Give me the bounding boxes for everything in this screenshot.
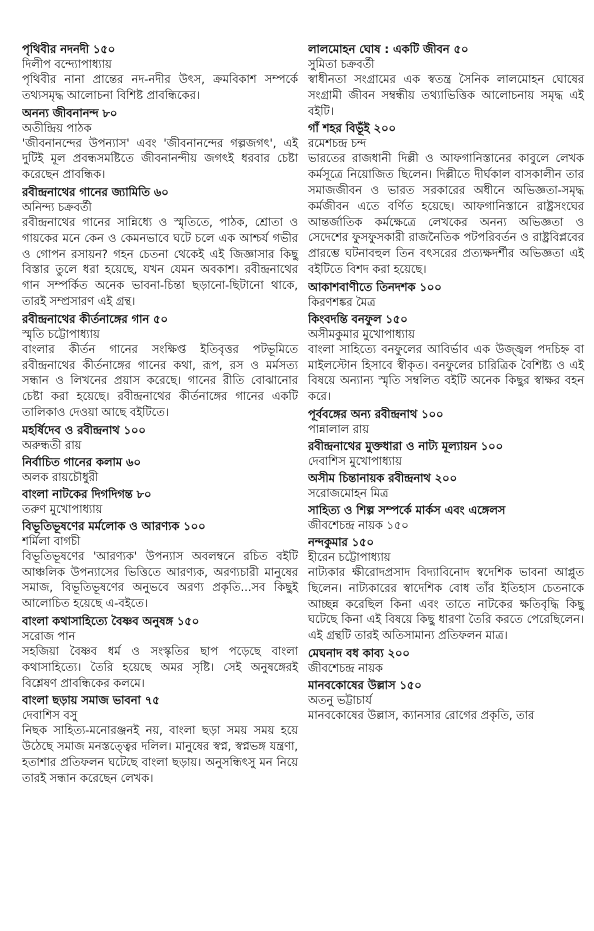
book-author: সরোজ পান [22, 628, 76, 643]
book-description: পৃথিবীর নানা প্রান্তের নদ-নদীর উৎস, ক্রমবিকাশ সম্পর্কে তথ্যসমৃদ্ধ আলোচনা বিশিষ্ট প্রাবন্ধিকের। [22, 72, 298, 102]
book-description: রবীন্দ্রনাথের গানের সান্নিধ্যে ও স্মৃতিতে, পাঠক, শ্রোতা ও গায়কের মনে কেন ও কেমনভাবে ঘটে চলে এক আশ্চর্য গভীর ও গোপন রসায়ন? গহন চেতনা থেকেই এই জিজ্ঞাসার কিছু বিস্তার তুলে ধরা হয়েছে, যখন যেমন অবকাশ। রবীন্দ্রনাথের গান সম্পর্কিত অনেক ভাবনা-চিন্তা ছড়ানো-ছিটানো থাকে, তারই সম্প্রসারণ এই গ্রন্থ। [22, 214, 298, 308]
book-author: অনিন্দ্য চক্রবর্তী [22, 199, 92, 214]
book-title: গাঁ শহর বিভূঁই ২০০ [308, 121, 396, 136]
book-description: 'জীবনানন্দের উপন্যাস' এবং 'জীবনানন্দের গল্পজগৎ', এই দুটিই মূল প্রবন্ধসমষ্টিতে জীবনানন্দীয় জগৎই ধরবার চেষ্টা করেছেন প্রাবন্ধিক। [22, 135, 298, 182]
book-title: পূর্ববঙ্গের অন্য রবীন্দ্রনাথ ১০০ [308, 406, 444, 421]
book-author: দিলীপ বন্দ্যোপাধ্যায় [22, 57, 112, 71]
book-entry [308, 678, 584, 724]
book-author: দেবাশিস বসু [22, 708, 78, 723]
book-title: রবীন্দ্রনাথের গানের জ্যামিতি ৬০ [22, 184, 169, 199]
book-author: অরুন্ধতী রায় [22, 437, 82, 452]
book-author: সুমিতা চক্রবর্তী [308, 57, 375, 71]
book-title: মেঘনাদ বধ কাব্য ২০০ [308, 645, 410, 660]
book-title: নির্বাচিত গানের কলাম ৬০ [22, 454, 141, 469]
book-description: মানবকোষের উল্লাস, ক্যানসার রোগের প্রকৃতি, তার [308, 707, 535, 722]
book-entry [22, 42, 298, 104]
book-entry [308, 471, 584, 501]
book-description: বাংলা সাহিত্যে বনফুলের আবির্ভাব এক উজ্জ্বল পদচিহ্ন বা মাইলস্টোন হিসাবে স্বীকৃত। বনফুলের চারিত্রিক বৈশিষ্ট্য ও এই বিষয়ে অন্যান্য স্মৃতি সম্বলিত বইটি অনেক কিছুর স্বাক্ষর বহন করে। [308, 341, 584, 404]
book-entry [308, 535, 584, 644]
book-entry [308, 646, 584, 676]
book-entry [308, 312, 584, 405]
right-column [308, 42, 584, 931]
book-title: লালমোহন ঘোষ : একটি জীবন ৫০ [308, 42, 469, 56]
book-entry [22, 693, 298, 786]
book-entry [22, 614, 298, 691]
book-author: শর্মিলা বাগচী [22, 533, 81, 548]
book-entry [22, 185, 298, 310]
book-entry [22, 423, 298, 453]
book-author: পান্নালাল রায় [308, 421, 370, 436]
book-entry [308, 503, 584, 533]
book-description: বাংলার কীর্তন গানের সংক্ষিপ্ত ইতিবৃত্তর পটভূমিতে রবীন্দ্রনাথের কীর্তনাঙ্গের গানের কথা, রূপ, রস ও মর্মসত্য সন্ধান ও লিখনের প্রয়াস করেছে। গানের রীতি বোঝানোর চেষ্টা করা হয়েছে। রবীন্দ্রনাথের কীর্তনাঙ্গের গানের একটি তালিকাও দেওয়া আছে বইটিতে। [22, 341, 298, 419]
book-title: বাংলা কথাসাহিত্যে বৈষ্ণব অনুষঙ্গ ১৫০ [22, 613, 200, 628]
book-author: স্মৃতি চট্টোপাধ্যায় [22, 326, 100, 341]
book-title: অসীম চিন্তানায়ক রবীন্দ্রনাথ ২০০ [308, 470, 457, 485]
book-entry [22, 312, 298, 421]
book-entry [22, 487, 298, 517]
book-entry [308, 280, 584, 310]
book-title: রবীন্দ্রনাথের কীর্তনাঙ্গের গান ৫০ [22, 311, 168, 326]
book-description: স্বাধীনতা সংগ্রামের এক স্বতন্ত্র সৈনিক লালমোহন ঘোষের সংগ্রামী জীবন সম্বন্ধীয় তথ্যাভিত্তিক আলোচনায় সমৃদ্ধ এই বইটি। [308, 72, 584, 118]
book-description: নাট্যকার ক্ষীরোদপ্রসাদ বিদ্যাবিনোদ স্বদেশিক ভাবনা আপ্লুত ছিলেন। নাট্যকারের স্বাদেশিক বোধ তাঁর ইতিহাস চেতনাকে আচ্ছন্ন করেছিল কিনা এবং তাতে নাটকের ক্ষতিবৃদ্ধি কিছু ঘটেছে কিনা এই বিষয়ে কিছু ধারণা তৈরি করতে পেরেছিলেন। এই গ্রন্থটি তারই অতিসামান্য প্রতিফলন মাত্র। [308, 564, 584, 643]
left-column [22, 42, 298, 931]
book-author: সরোজমোহন মিত্র [308, 485, 389, 500]
book-entry [308, 439, 584, 469]
book-author: অসীমকুমার মুখোপাধ্যায় [308, 326, 415, 341]
book-description: নিছক সাহিত্য-মনোরঞ্জনই নয়, বাংলা ছড়া সময় সময় হয়ে উঠেছে সমাজ মনস্তত্ত্বের দলিল। মানুষের স্বপ্ন, স্বপ্নভঙ্গ যন্ত্রণা, হতাশার প্রতিফলন ঘটেছে বাংলা ছড়ায়। অনুসন্ধিৎসু মন নিয়ে তারই সন্ধান করেছেন লেখক। [22, 723, 298, 785]
book-title: সাহিত্য ও শিল্প সম্পর্কে মার্কস এবং এঙ্গেলস [308, 502, 506, 517]
book-title: নন্দকুমার ১৫০ [308, 534, 374, 549]
book-author: অলক রায়চৌধুরী [22, 469, 99, 484]
book-description: বিভূতিভূষণের 'আরণ্যক' উপন্যাস অবলম্বনে রচিত বইটি আঞ্চলিক উপন্যাসের ভিত্তিতে আরণ্যক, অরণ্যচারী মানুষের সমাজ, বিভূতিভূষণের অনুভবে অরণ্য প্রকৃতি...সব কিছুই আলোচিত হয়েছে এ-বইতে। [22, 548, 298, 611]
book-description: সহজিয়া বৈষ্ণব ধর্ম ও সংস্কৃতির ছাপ পড়েছে বাংলা কথাসাহিত্যে। তৈরি হয়েছে অমর সৃষ্টি। সেই অনুষঙ্গেরই বিশ্লেষণ প্রাবন্ধিকের কলমে। [22, 643, 298, 690]
book-author: কিরণশঙ্কর মৈত্র [308, 294, 376, 309]
book-description: ভারতের রাজধানী দিল্লী ও আফগানিস্তানের কাবুলে লেখক কর্মসূত্রে নিয়োজিত ছিলেন। দিল্লীতে দীর্ঘকাল বাসকালীন তার সমাজজীবন ও ভারত সরকারের অধীনে অভিজ্ঞতা-সমৃদ্ধ কর্মজীবন এতে বর্ণিত হয়েছে। আফগানিস্তানে রাষ্ট্রসংঘের আন্তর্জাতিক কর্মক্ষেত্রে লেখকের অনন্য অভিজ্ঞতা ও সেদেশের ফুসফুসকারী রাজনৈতিক পটপরিবর্তন ও রাষ্ট্রবিপ্লবের প্রারম্ভে ঘটনাবহুল তিন বৎসরের প্রত্যক্ষদর্শীর অভিজ্ঞতা এই বইটিতে বিশদ করা হয়েছে। [308, 151, 584, 276]
book-entry [22, 519, 298, 612]
book-title: অনন্য জীবনানন্দ ৮০ [22, 105, 118, 120]
book-title: বাংলা নাটকের দিগদিগন্ত ৮০ [22, 486, 152, 501]
book-title: বিভূতিভূষণের মর্মলোক ও আরণ্যক ১০০ [22, 518, 206, 533]
book-title: বাংলা ছড়ায় সমাজ ভাবনা ৭৫ [22, 693, 160, 708]
book-author: অতনু ভট্টাচার্য [308, 692, 372, 707]
book-author: জীবশেচন্দ্র নায়ক ১৫০ [308, 517, 409, 532]
book-entry [308, 121, 584, 277]
book-entry [308, 42, 584, 119]
book-author: হীরেন চট্টোপাধ্যায় [308, 549, 391, 564]
book-title: কিংবদন্তি বনফুল ১৫০ [308, 311, 408, 326]
book-title: পৃথিবীর নদনদী ১৫০ [22, 42, 116, 56]
book-title: রবীন্দ্রনাথের মুক্তধারা ও নাট্য মূল্যায়ন ১০০ [308, 438, 503, 453]
book-entry [308, 407, 584, 437]
book-entry [22, 455, 298, 485]
book-author: অতীন্দ্রিয় পাঠক [22, 120, 92, 135]
book-title: মহর্ষিদেব ও রবীন্দ্রনাথ ১০০ [22, 422, 146, 437]
book-title: মানবকোষের উল্লাস ১৫০ [308, 677, 422, 692]
book-author: তরুণ মুখোপাধ্যায় [22, 501, 103, 516]
book-author: জীবশেচন্দ্র নায়ক [308, 660, 383, 675]
book-entry [22, 106, 298, 183]
book-author: দেবাশিস মুখোপাধ্যায় [308, 453, 402, 468]
book-title: আকাশবাণীতে তিনদশক ১০০ [308, 279, 442, 294]
book-author: রমেশচন্দ্র চন্দ [308, 136, 367, 151]
